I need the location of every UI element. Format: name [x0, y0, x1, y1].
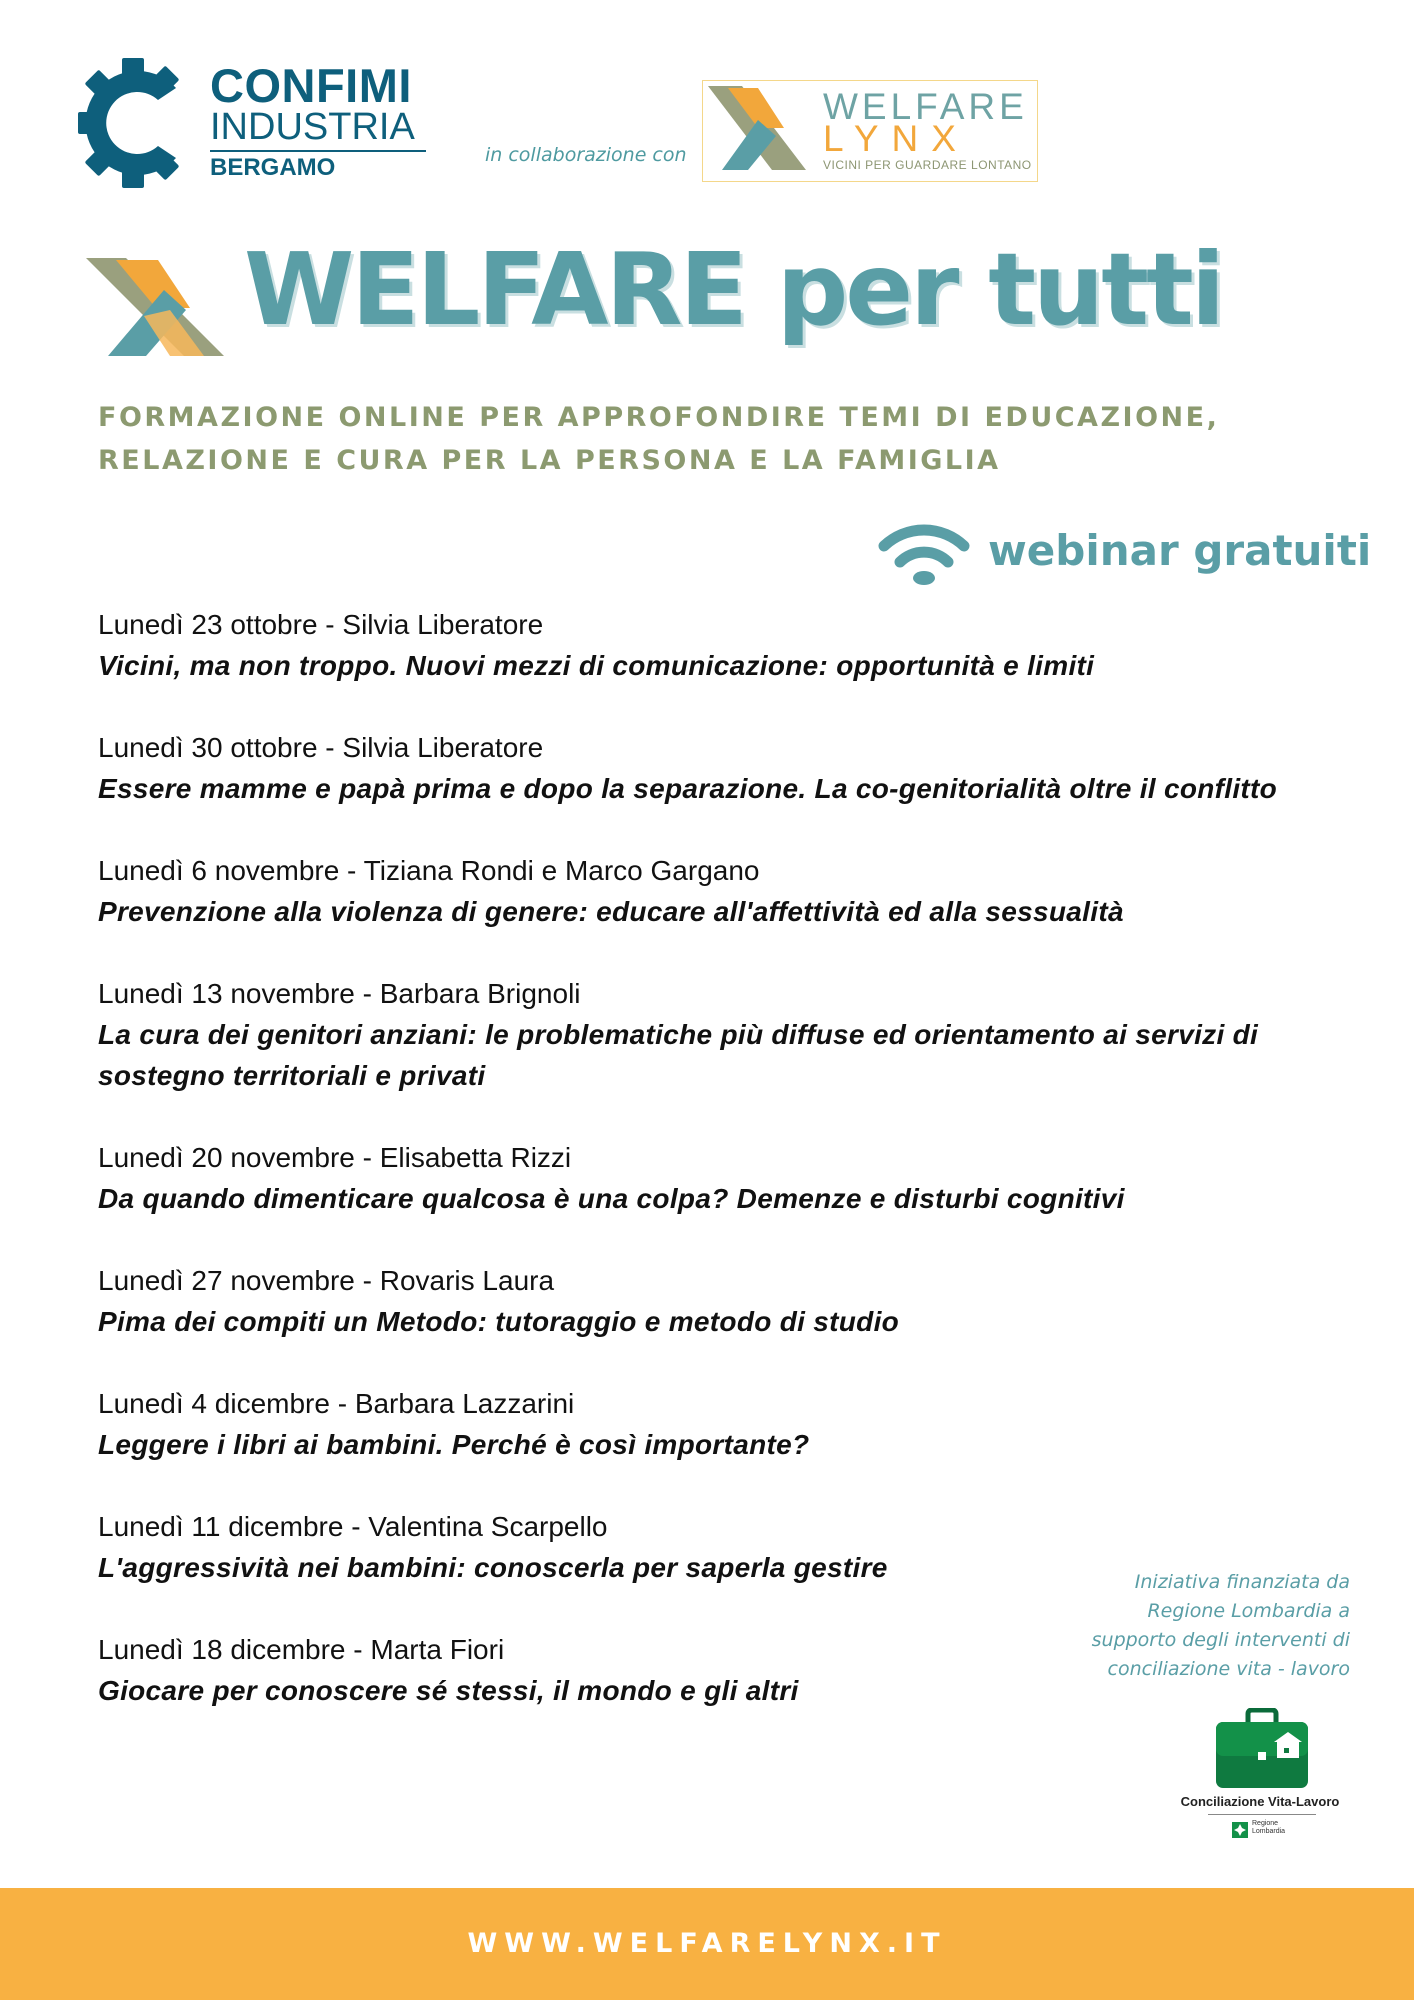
- funding-line: Regione Lombardia a: [1147, 1600, 1350, 1622]
- event-title: L'aggressività nei bambini: conoscerla per saperla gestire: [98, 1552, 888, 1583]
- subtitle-line: RELAZIONE E CURA PER LA PERSONA E LA FAMIGLIA: [98, 445, 1001, 476]
- funding-line: supporto degli interventi di: [1091, 1629, 1350, 1651]
- welfare-lynx-logo: [688, 76, 1048, 184]
- regione-lombardia-mark-icon: [1232, 1822, 1248, 1838]
- funding-note: [1060, 1568, 1350, 1684]
- event-date-speaker: Lunedì 4 dicembre - Barbara Lazzarini: [98, 1388, 575, 1419]
- event-title: Leggere i libri ai bambini. Perché è così importante?: [98, 1429, 810, 1460]
- event-item: [98, 1260, 1348, 1342]
- lynx-logo-word2: LYNX: [823, 118, 969, 159]
- collaboration-text: in collaborazione con: [485, 144, 687, 166]
- funding-line: conciliazione vita - lavoro: [1107, 1658, 1350, 1680]
- event-date-speaker: Lunedì 18 dicembre - Marta Fiori: [98, 1634, 505, 1665]
- webinar-label: webinar gratuiti: [988, 526, 1372, 575]
- lynx-logo-word1: WELFARE: [823, 86, 1028, 127]
- event-date-speaker: Lunedì 30 ottobre - Silvia Liberatore: [98, 732, 544, 763]
- regione-line: Lombardia: [1252, 1828, 1286, 1835]
- event-item: [98, 1137, 1348, 1219]
- footer-website-link[interactable]: WWW.WELFARELYNX.IT: [467, 1928, 947, 1959]
- conciliazione-logo-label: Conciliazione Vita-Lavoro: [1180, 1794, 1340, 1809]
- confimi-logo-rule: [210, 150, 426, 152]
- event-item: [98, 1383, 1348, 1465]
- event-title: Giocare per conoscere sé stessi, il mondo e gli altri: [98, 1675, 799, 1706]
- wifi-icon: [878, 520, 970, 586]
- page-title: WELFARE per tutti: [244, 231, 1223, 348]
- lynx-x-mark-icon: [688, 78, 818, 178]
- regione-line: Regione: [1252, 1820, 1279, 1827]
- funding-line: Iniziativa finanziata da: [1134, 1571, 1350, 1593]
- event-item: [98, 604, 1348, 686]
- event-title: Pima dei compiti un Metodo: tutoraggio e metodo di studio: [98, 1306, 900, 1337]
- footer-bar: [0, 1888, 1414, 2000]
- event-date-speaker: Lunedì 27 novembre - Rovaris Laura: [98, 1265, 555, 1296]
- event-item: [98, 850, 1348, 932]
- subtitle-line: FORMAZIONE ONLINE PER APPROFONDIRE TEMI DI EDUCAZIONE,: [98, 402, 1220, 433]
- regione-lombardia-text: [1252, 1820, 1285, 1836]
- event-date-speaker: Lunedì 13 novembre - Barbara Brignoli: [98, 978, 581, 1009]
- confimi-industria-logo: [78, 58, 438, 188]
- event-date-speaker: Lunedì 23 ottobre - Silvia Liberatore: [98, 609, 544, 640]
- event-title: Da quando dimenticare qualcosa è una colpa? Demenze e disturbi cognitivi: [98, 1183, 1125, 1214]
- conciliazione-logo-rule: [1208, 1814, 1316, 1815]
- regione-lombardia-logo: [1232, 1820, 1312, 1840]
- event-item: [98, 727, 1348, 809]
- confimi-logo-line3: BERGAMO: [210, 154, 336, 181]
- event-date-speaker: Lunedì 20 novembre - Elisabetta Rizzi: [98, 1142, 572, 1173]
- event-date-speaker: Lunedì 6 novembre - Tiziana Rondi e Marco Gargano: [98, 855, 760, 886]
- welfare-x-mark-icon: [86, 256, 224, 358]
- event-title: Essere mamme e papà prima e dopo la separazione. La co-genitorialità oltre il conflitto: [98, 773, 1278, 804]
- lynx-logo-tagline: VICINI PER GUARDARE LONTANO: [823, 158, 1032, 172]
- event-date-speaker: Lunedì 11 dicembre - Valentina Scarpello: [98, 1511, 608, 1542]
- gear-icon: [78, 58, 196, 188]
- confimi-logo-line1: CONFIMI: [210, 59, 412, 112]
- event-item: [98, 973, 1348, 1096]
- briefcase-icon: [1214, 1708, 1310, 1790]
- event-title: Prevenzione alla violenza di genere: educare all'affettività ed alla sessualità: [98, 896, 1124, 927]
- subtitle: [98, 396, 1328, 482]
- event-title: La cura dei genitori anziani: le problematiche più diffuse ed orientamento ai servizi di sostegno territoriali e privati: [98, 1019, 1259, 1091]
- event-title: Vicini, ma non troppo. Nuovi mezzi di comunicazione: opportunità e limiti: [98, 650, 1095, 681]
- confimi-logo-line2: INDUSTRIA: [210, 106, 415, 148]
